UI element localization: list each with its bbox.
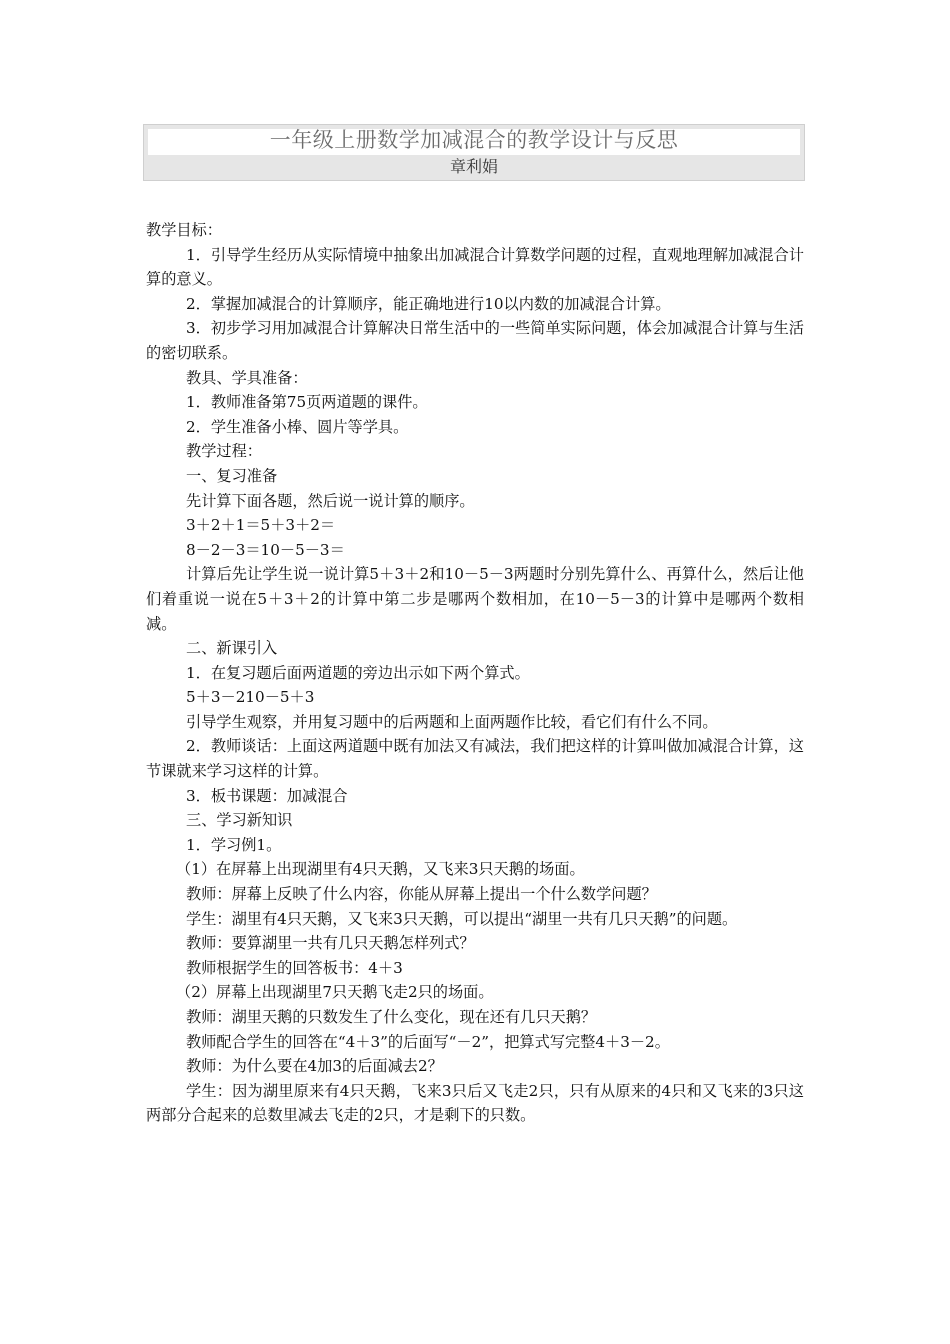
paragraph: 2．掌握加减混合的计算顺序，能正确地进行10以内数的加减混合计算。 (186, 294, 671, 313)
paragraph: 教具、学具准备： (186, 368, 308, 387)
paragraph: 1．在复习题后面两道题的旁边出示如下两个算式。 (186, 663, 530, 682)
paragraph: （2）屏幕上出现湖里7只天鹅飞走2只的场面。 (176, 983, 494, 1002)
paragraph: 3＋2＋1＝5＋3＋2＝ (186, 516, 336, 535)
paragraph: 1．教师准备第75页两道题的课件。 (186, 393, 428, 412)
paragraph: 教学目标： (146, 221, 222, 239)
paragraph: 1．引导学生经历从实际情境中抽象出加减混合计算数学问题的过程，直观地理解加减混合计算的意义。 (146, 245, 804, 289)
paragraph: （1）在屏幕上出现湖里有4只天鹅，又飞来3只天鹅的场面。 (176, 860, 585, 879)
paragraph: 先计算下面各题，然后说一说计算的顺序。 (186, 491, 475, 510)
paragraph: 教师：屏幕上反映了什么内容，你能从屏幕上提出一个什么数学问题？ (186, 885, 657, 904)
paragraph: 三、学习新知识 (186, 811, 293, 830)
paragraph: 教学过程： (186, 442, 262, 461)
paragraph: 1．学习例1。 (186, 835, 282, 854)
paragraph: 2．学生准备小棒、圆片等学具。 (186, 417, 409, 436)
paragraph: 引导学生观察，并用复习题中的后两题和上面两题作比较，看它们有什么不同。 (186, 712, 718, 731)
paragraph: 二、新课引入 (186, 639, 278, 658)
paragraph: 学生：因为湖里原来有4只天鹅，飞来3只后又飞走2只，只有从原来的4只和又飞来的3只这两部分合起来的总数里减去飞走的2只，才是剩下的只数。 (146, 1081, 804, 1125)
paragraph: 3．初步学习用加减混合计算解决日常生活中的一些简单实际问题，体会加减混合计算与生活的密切联系。 (146, 319, 804, 362)
paragraph: 学生：湖里有4只天鹅，又飞来3只天鹅，可以提出“湖里一共有几只天鹅”的问题。 (186, 909, 738, 928)
paragraph: 8－2－3＝10－5－3＝ (186, 540, 345, 559)
document-body (146, 218, 804, 1128)
paragraph: 教师：为什么要在4加3的后面减去2？ (186, 1057, 443, 1076)
paragraph: 教师：湖里天鹅的只数发生了什么变化，现在还有几只天鹅？ (186, 1008, 597, 1026)
paragraph: 计算后先让学生说一说计算5＋3＋2和10－5－3两题时分别先算什么、再算什么，然后让他们着重说一说在5＋3＋2的计算中第二步是哪两个数相加，在10－5－3的计算中是哪两个数相减。 (146, 565, 804, 633)
document-title: 一年级上册数学加减混合的教学设计与反思 (269, 128, 679, 152)
title-box (143, 124, 805, 181)
paragraph: 2．教师谈话：上面这两道题中既有加法又有减法，我们把这样的计算叫做加减混合计算，这节课就来学习这样的计算。 (146, 737, 804, 781)
paragraph: 教师根据学生的回答板书：4＋3 (186, 958, 403, 977)
paragraph: 3．板书课题：加减混合 (186, 786, 348, 805)
paragraph: 5＋3－210－5＋3 (186, 688, 315, 707)
paragraph: 教师配合学生的回答在“4＋3”的后面写“－2”，把算式写完整4＋3－2。 (186, 1032, 670, 1051)
paragraph: 一、复习准备 (186, 466, 278, 485)
author-name: 章利娟 (449, 157, 498, 176)
paragraph: 教师：要算湖里一共有几只天鹅怎样列式？ (186, 934, 475, 953)
